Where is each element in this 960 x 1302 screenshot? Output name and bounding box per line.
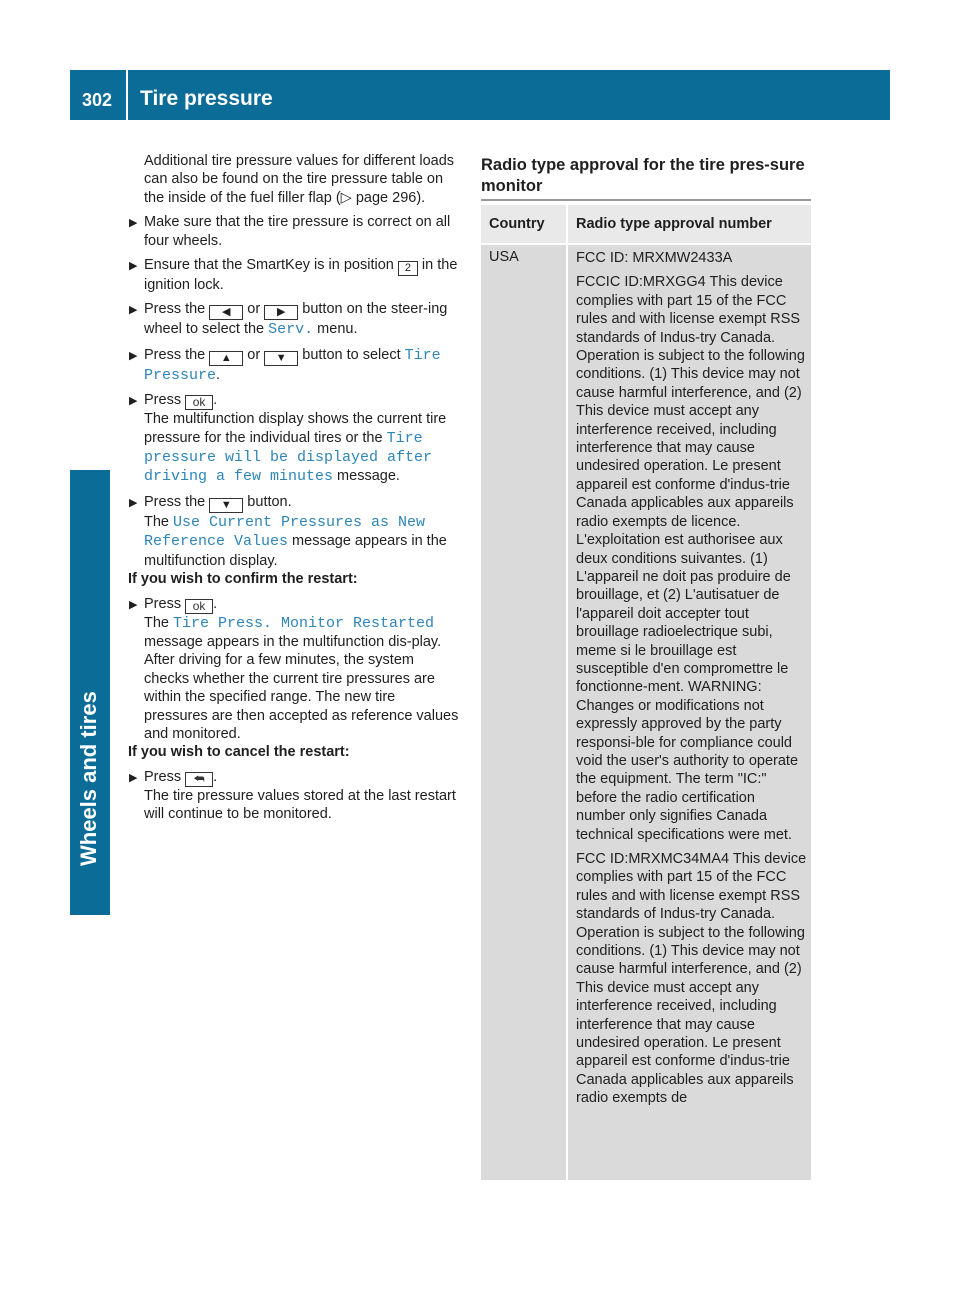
step-arrow-icon: ▶ bbox=[129, 395, 138, 408]
approval-entry: FCC ID:MRXMC34MA4 This device complies with part 15 of the FCC rules and with license exempt RSS standards of Indus-try Canada. Operation is subject to the following conditions. (1) This device may not cause harmful interference, and (2) This device must accept any interference received, including interference that may cause undesired operation. Le present appareil est conforme d'indus-trie Canada applicables aux appareils radio exempts de bbox=[576, 851, 807, 1107]
step-check-pressure: ▶ Make sure that the tire pressure is correct on all four wheels. bbox=[129, 214, 451, 249]
display-message-tire-pressure: Tire pressure will be displayed after driving a few minutes bbox=[144, 429, 433, 486]
step-arrow-icon: ▶ bbox=[129, 304, 138, 317]
intro-text: Additional tire pressure values for different loads can also be found on the tire pressure table on the inside of the fuel filler flap (▷ page 296). bbox=[144, 153, 455, 206]
approval-entry: FCCIC ID:MRXGG4 This device complies with part 15 of the FCC rules and with license exempt RSS standards of Indus-try Canada. Operation is subject to the following conditions. (1) This device may not cause harmful interference, and (2) This device must accept any interference received, including interference that may cause undesired operation. Le present appareil est conforme d'indus-trie Canada applicables aux appareils radio exempts de licence. L'exploitation est authorisee aux deux conditions suivantes. (1) L'appareil ne doit pas produire de brouillage, et (2) L'autisatuer de l'appareil doit accepter tout brouillage radioelectrique subi, meme si le brouillage est susceptible d'en compromettre le fonctionne-ment. WARNING: Changes or modifications not expressly approved by the party responsi-ble for compliance could void the user's authority to operate the equipment. The term "IC:" before the radio certification number only signifies Canada technical specifications were met. bbox=[576, 274, 805, 843]
step-press-ok: ▶ Press ok . The multifunction display shows the current tire pressure for the individual tires or the Tire pressure will be displayed after driving a few minutes message. bbox=[129, 392, 447, 486]
step-cancel-back: ▶ Press ⮪ . The tire pressure values stored at the last restart will continue to be monitored. bbox=[129, 768, 456, 823]
step-select-tire-pressure: ▶ Press the ▲ or ▼ button to select Tire Pressure. bbox=[129, 346, 441, 384]
table-header bbox=[481, 205, 811, 243]
step-confirm-ok: ▶ Press ok . The Tire Press. Monitor Restarted message appears in the multifunction dis-play. After driving for a few minutes, the system checks whether the current tire pressures are within the specified range. The new tire pressures are then accepted as reference values and monitored. bbox=[129, 595, 459, 742]
key-position-icon: 2 bbox=[398, 261, 418, 276]
menu-tire-pressure: Tire Pressure bbox=[144, 346, 441, 384]
approval-entry: FCC ID: MRXMW2433A bbox=[576, 250, 733, 266]
step-arrow-icon: ▶ bbox=[129, 349, 138, 362]
step-arrow-icon: ▶ bbox=[129, 771, 138, 784]
column-divider bbox=[566, 205, 568, 1180]
ok-key-icon: ok bbox=[185, 395, 213, 410]
cell-approval-text bbox=[576, 249, 808, 1114]
header-divider-line bbox=[481, 243, 811, 245]
down-arrow-key-icon: ▼ bbox=[209, 498, 243, 513]
step-arrow-icon: ▶ bbox=[129, 217, 138, 230]
step-arrow-icon: ▶ bbox=[129, 260, 138, 273]
approval-table bbox=[481, 205, 811, 1180]
cell-country: USA bbox=[489, 249, 519, 265]
header-country: Country bbox=[489, 216, 545, 232]
after-driving-text: After driving for a few minutes, the system checks whether the current tire pressures are within the specified range. The new tire pressures are then accepted as reference values and monitored. bbox=[144, 652, 459, 742]
section-side-label: Wheels and tires bbox=[76, 691, 101, 866]
header-approval-number: Radio type approval number bbox=[576, 216, 772, 232]
heading-confirm-restart: If you wish to confirm the restart: bbox=[128, 571, 358, 588]
display-message-monitor-restarted: Tire Press. Monitor Restarted bbox=[173, 614, 435, 632]
down-arrow-key-icon: ▼ bbox=[264, 351, 298, 366]
step-arrow-icon: ▶ bbox=[129, 496, 138, 509]
left-column bbox=[128, 152, 460, 824]
heading-cancel-restart: If you wish to cancel the restart: bbox=[128, 744, 350, 761]
left-arrow-key-icon: ◀ bbox=[209, 305, 243, 320]
back-key-icon: ⮪ bbox=[185, 772, 213, 787]
step-arrow-icon: ▶ bbox=[129, 598, 138, 611]
header-divider bbox=[126, 70, 128, 120]
up-arrow-key-icon: ▲ bbox=[209, 351, 243, 366]
step-select-serv-menu: ▶ Press the ◀ or ▶ button on the steer-ing wheel to select the Serv. menu. bbox=[129, 301, 448, 339]
menu-serv: Serv. bbox=[268, 321, 314, 339]
ok-key-icon: ok bbox=[185, 599, 213, 614]
step-smartkey: ▶ Ensure that the SmartKey is in position 2 in the ignition lock. bbox=[129, 257, 458, 294]
right-arrow-key-icon: ▶ bbox=[264, 305, 298, 320]
page-number: 302 bbox=[82, 90, 113, 110]
title-rule bbox=[481, 199, 811, 201]
radio-approval-title: Radio type approval for the tire pres-sure monitor bbox=[481, 156, 805, 195]
display-message-use-current: Use Current Pressures as New Reference Values bbox=[144, 513, 426, 551]
step-press-down: ▶ Press the ▼ button. The Use Current Pressures as New Reference Values message appears in the multifunction display. bbox=[129, 493, 447, 569]
section-side-label-wrap bbox=[70, 470, 110, 870]
page-title: Tire pressure bbox=[140, 87, 273, 110]
